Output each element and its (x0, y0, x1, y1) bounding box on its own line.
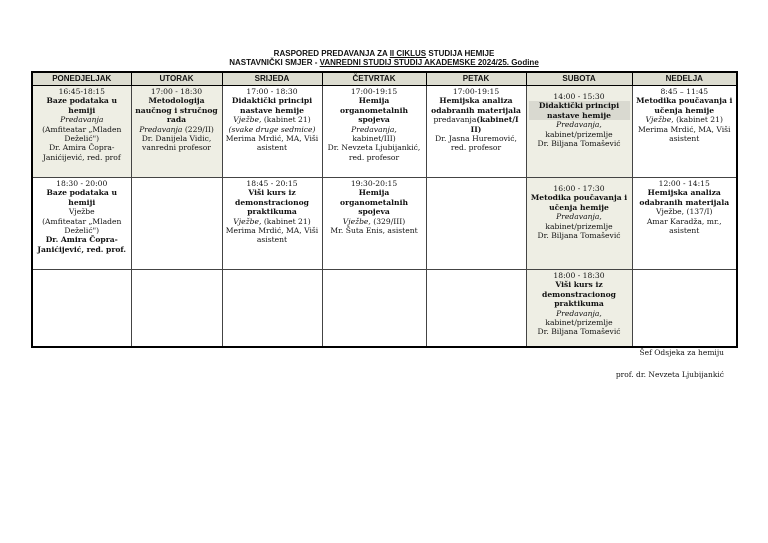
class-time: 17:00-19:15 (452, 87, 500, 96)
day-header-thursday: ČETVRTAK (322, 72, 426, 86)
class-time: 19:30-20:15 (350, 179, 398, 188)
empty-cell (426, 270, 526, 348)
title-line1-pre: RASPORED PREDAVANJA ZA (273, 49, 390, 58)
class-type: Predavanja, (556, 120, 602, 130)
class-room: kabinet/III) (352, 134, 396, 144)
schedule-subtitle (0, 58, 768, 67)
empty-cell (632, 270, 737, 348)
table-row (32, 270, 737, 348)
class-room: (137/I) (684, 207, 713, 217)
class-cell-wednesday-1 (222, 86, 322, 178)
class-time: 18:45 - 20:15 (246, 179, 298, 188)
class-teacher: Mr. Šuta Enis, asistent (330, 226, 418, 236)
schedule-title (0, 49, 768, 58)
signature-name: prof. dr. Nevzeta Ljubijankić (615, 370, 724, 379)
class-type: Vježbe, (645, 115, 674, 125)
class-time: 17:00-19:15 (350, 87, 398, 96)
class-type: Predavanja (139, 124, 183, 134)
class-note: (svake druge sedmice) (228, 124, 316, 134)
day-header-saturday: SUBOTA (526, 72, 632, 86)
class-teacher: Dr. Danijela Vidic, vanredni profesor (141, 134, 212, 153)
empty-cell (131, 178, 222, 270)
class-course: Hemijska analiza odabranih materijala (639, 188, 730, 207)
class-course: Didaktički principi nastave hemije (231, 96, 313, 115)
class-course: Metodika poučavanja i učenja hemije (636, 96, 733, 115)
class-teacher: Merima Mrdić, MA, Viši asistent (638, 124, 731, 144)
class-cell-saturday-1 (526, 86, 632, 178)
class-time: 16:45-18:15 (58, 87, 105, 96)
class-cell-monday-2 (32, 178, 131, 270)
class-time: 16:00 - 17:30 (553, 184, 605, 193)
day-header-friday: PETAK (426, 72, 526, 86)
table-row (32, 86, 737, 178)
day-header-sunday: NEDELJA (632, 72, 737, 86)
title-line2-underlined: VANREDNI STUDIJ STUDIJ AKADEMSKE 2024/25. Godine (319, 58, 539, 67)
class-type: Vježbe, (342, 216, 371, 226)
table-row (32, 178, 737, 270)
class-course: Didaktički principi nastave hemije (529, 101, 630, 120)
class-course: Hemija organometalnih spojeva (340, 96, 408, 125)
class-time: 18:00 - 18:30 (553, 271, 605, 280)
class-type: Vježbe, (233, 216, 262, 226)
class-teacher: Dr. Jasna Huremović, red. profesor (435, 134, 517, 153)
empty-cell (426, 178, 526, 270)
class-teacher: Dr. Biljana Tomašević (537, 327, 621, 337)
class-course: Viši kurs iz demonstracionog praktikuma (542, 280, 616, 309)
empty-cell (131, 270, 222, 348)
title-line2-pre: NASTAVNIČKI SMJER - (229, 58, 320, 67)
day-header-tuesday: UTORAK (131, 72, 222, 86)
class-room: (kabinet 21) (261, 115, 311, 125)
class-room: kabinet/prizemlje (545, 129, 613, 139)
class-teacher: Dr. Biljana Tomašević (537, 231, 621, 241)
class-cell-tuesday-1 (131, 86, 222, 178)
day-header-monday: PONEDJELJAK (32, 72, 131, 86)
class-room: kabinet/prizemlje (545, 318, 613, 328)
signature-role: Šef Odsjeka za hemiju (639, 348, 724, 357)
class-teacher: Merima Mrdić, MA, Viši asistent (225, 134, 319, 153)
class-course: Viši kurs iz demonstracionog praktikuma (235, 188, 309, 217)
class-course: Metodologija naučnog i stručnog rada (135, 96, 218, 125)
class-course: Baze podataka u hemiji (46, 188, 117, 207)
class-cell-sunday-2 (632, 178, 737, 270)
empty-cell (32, 270, 131, 348)
class-room: (Amfiteatar „Mladen Deželić") (42, 124, 122, 144)
title-line1-post: STUDIJA HEMIJE (426, 49, 495, 58)
class-room: (kabinet/I II) (470, 115, 519, 134)
class-type: Vježbe, (233, 115, 262, 125)
class-course: Metodika poučavanja i učenja hemije (530, 193, 628, 212)
class-teacher: Dr. Biljana Tomašević (537, 139, 621, 149)
class-cell-sunday-1 (632, 86, 737, 178)
class-time: 17:00 - 18:30 (246, 87, 298, 96)
class-room: (Amfiteatar „Mladen Deželić") (42, 216, 122, 236)
day-header-row (32, 72, 737, 86)
class-course: Baze podataka u hemiji (46, 96, 117, 115)
class-time: 18:30 - 20:00 (56, 179, 108, 188)
class-cell-thursday-1 (322, 86, 426, 178)
class-time: 8:45 – 11:45 (660, 87, 709, 96)
class-type: Vježbe, (655, 207, 685, 217)
class-teacher: Amar Karadža, mr., asistent (646, 216, 722, 236)
class-room: (229/II) (182, 124, 214, 134)
class-time: 14:00 - 15:30 (553, 92, 605, 101)
class-room: kabinet/prizemlje (545, 221, 613, 231)
class-room: (kabinet 21) (673, 115, 723, 125)
class-teacher: Dr. Amira Čopra-Janićijević, red. prof (42, 143, 121, 162)
class-cell-wednesday-2 (222, 178, 322, 270)
class-room: (329/III) (370, 216, 406, 226)
empty-cell (222, 270, 322, 348)
class-type: predavanja (433, 115, 477, 125)
class-teacher: Dr. Nevzeta Ljubijankić, red. profesor (327, 143, 421, 162)
class-type: Predavanja, (556, 212, 602, 222)
class-cell-saturday-2 (526, 178, 632, 270)
class-course: Hemijska analiza odabranih materijala (431, 96, 521, 115)
class-type: Predavanja, (556, 308, 602, 318)
title-cycle: II CIKLUS (389, 49, 427, 58)
class-type: Predavanja (60, 115, 104, 125)
empty-cell (322, 270, 426, 348)
class-time: 17:00 - 18:30 (150, 87, 203, 96)
class-room: (kabinet 21) (261, 216, 311, 226)
class-course: Hemija organometalnih spojeva (340, 188, 408, 217)
day-header-wednesday: SRIJEDA (222, 72, 322, 86)
class-type: Vježbe (68, 207, 95, 217)
class-teacher: Merima Mrdić, MA, Viši asistent (225, 226, 319, 245)
class-time: 12:00 - 14:15 (658, 179, 710, 188)
class-cell-saturday-3 (526, 270, 632, 348)
class-cell-friday-1 (426, 86, 526, 178)
class-cell-thursday-2 (322, 178, 426, 270)
schedule-table (31, 71, 738, 348)
class-cell-monday-1 (32, 86, 131, 178)
class-type: Predavanja, (351, 124, 397, 134)
class-teacher: Dr. Amira Čopra-Janićijević, red. prof. (37, 235, 127, 254)
